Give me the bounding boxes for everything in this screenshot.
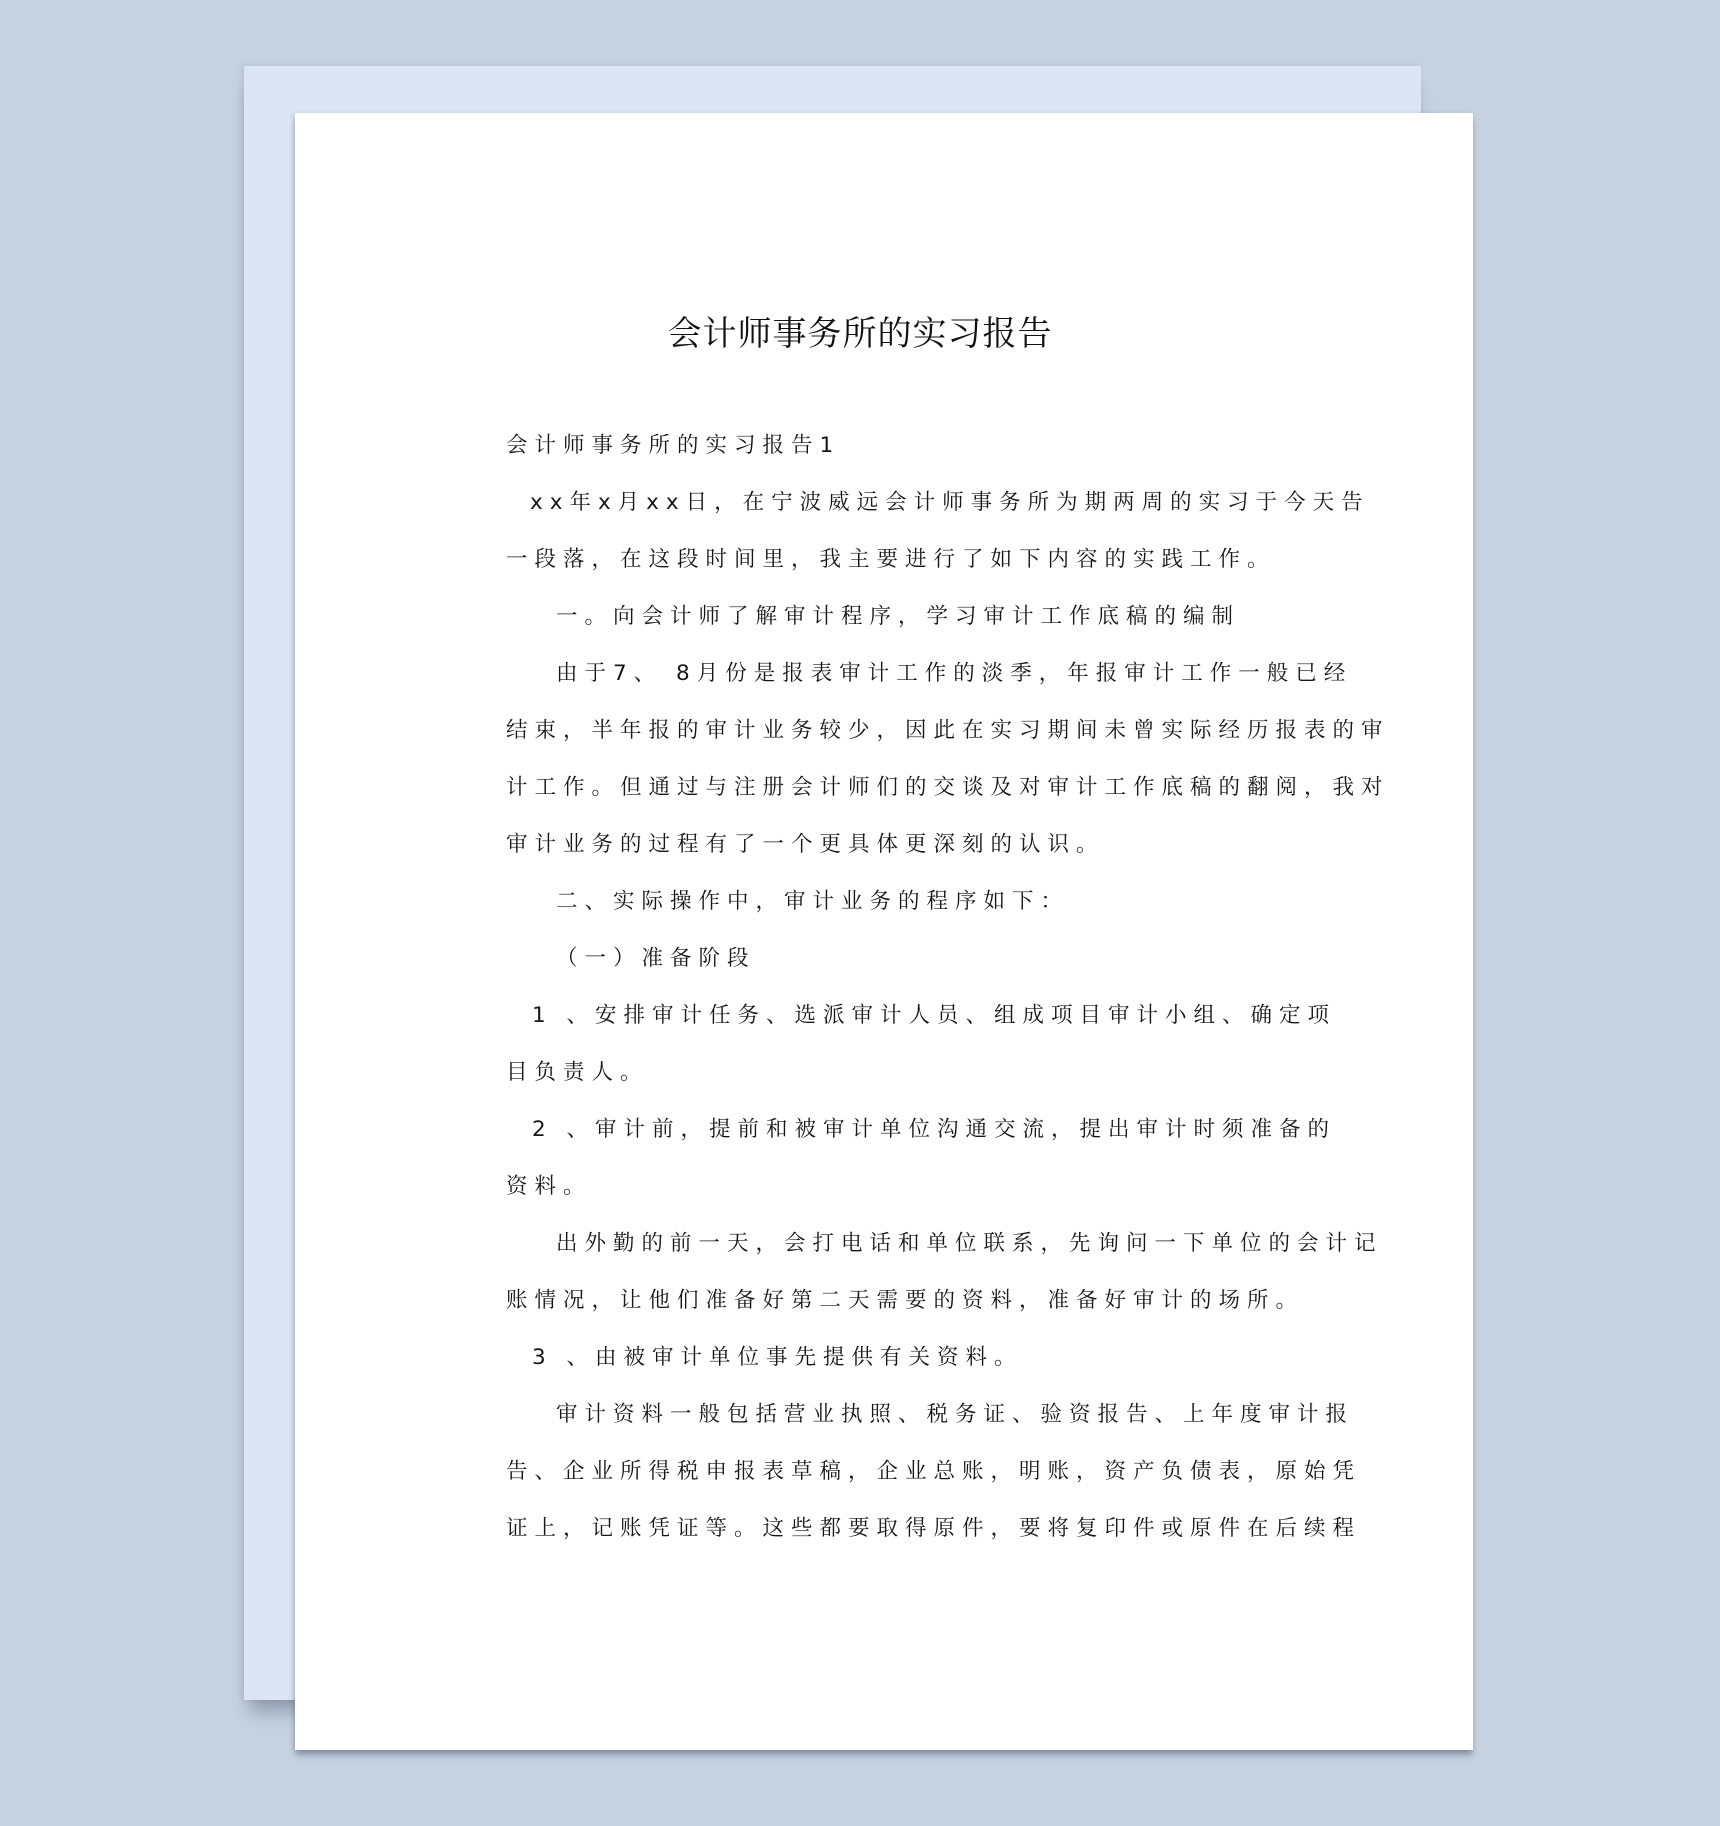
subtitle-line: 会计师事务所的实习报告1 [506,433,841,458]
paragraph-line: 出外勤的前一天，会打电话和单位联系，先询问一下单位的会计记 [556,1231,1383,1256]
paragraph-line: 告、企业所得税申报表草稿，企业总账，明账，资产负债表，原始凭 [506,1459,1362,1484]
paragraph-line: xx年x月xx日，在宁波威远会计师事务所为期两周的实习于今天告 [530,490,1370,515]
section-heading-line: 一。向会计师了解审计程序，学习审计工作底稿的编制 [556,604,1241,629]
paragraph-line: 由于7、 8月份是报表审计工作的淡季，年报审计工作一般已经 [556,661,1353,686]
document-body [506,426,1390,1566]
paragraph-line: 审计业务的过程有了一个更具体更深刻的认识。 [506,832,1105,857]
section-heading-line: 二、实际操作中，审计业务的程序如下： [556,889,1070,914]
paragraph-line: 一段落，在这段时间里，我主要进行了如下内容的实践工作。 [506,547,1276,572]
paragraph-line: 结束，半年报的审计业务较少，因此在实习期间未曾实际经历报表的审 [506,718,1390,743]
subsection-heading-line: （一）准备阶段 [556,946,756,971]
paragraph-line: 证上，记账凭证等。这些都要取得原件，要将复印件或原件在后续程 [506,1516,1362,1541]
paragraph-line: 审计资料一般包括营业执照、税务证、验资报告、上年度审计报 [556,1402,1355,1427]
numbered-item-line: 2 、审计前，提前和被审计单位沟通交流，提出审计时须准备的 [532,1117,1337,1142]
paragraph-line: 资料。 [506,1174,592,1199]
paragraph-line: 账情况，让他们准备好第二天需要的资料，准备好审计的场所。 [506,1288,1305,1313]
paragraph-line: 计工作。但通过与注册会计师们的交谈及对审计工作底稿的翻阅，我对 [506,775,1390,800]
numbered-item-line: 3 、由被审计单位事先提供有关资料。 [532,1345,1023,1370]
document-title: 会计师事务所的实习报告 [667,314,1053,354]
numbered-item-line: 1 、安排审计任务、选派审计人员、组成项目审计小组、确定项 [532,1003,1337,1028]
paragraph-line: 目负责人。 [506,1060,649,1085]
